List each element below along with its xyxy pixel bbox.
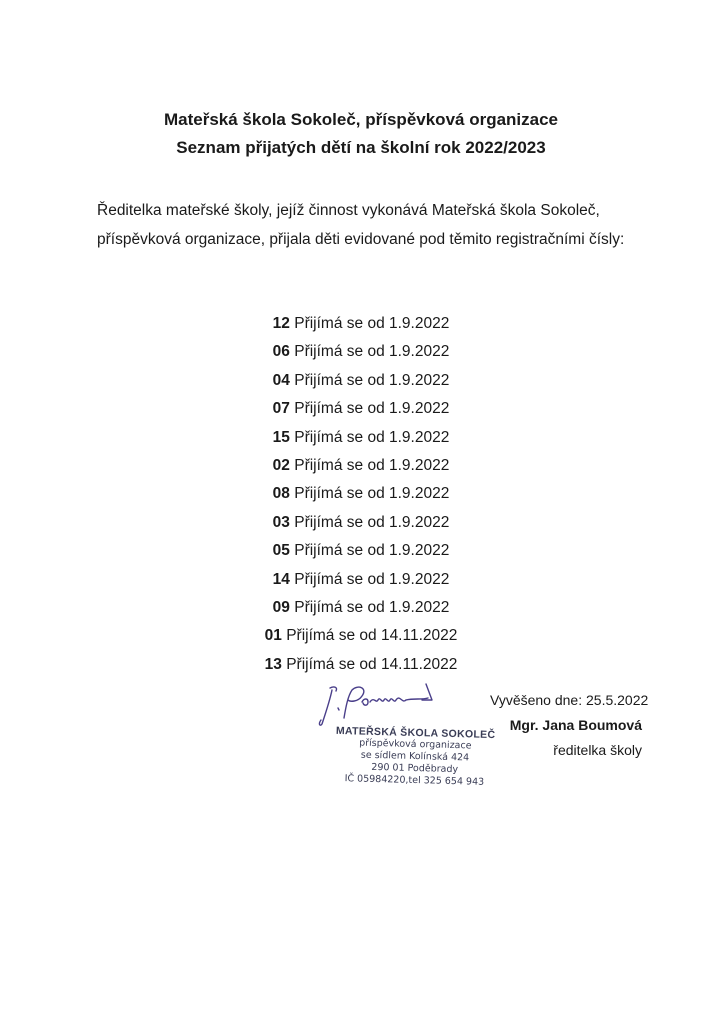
list-item <box>0 537 722 565</box>
title-line-list: Seznam přijatých dětí na školní rok 2022/2023 <box>176 138 546 157</box>
registration-number: 13 <box>264 655 282 673</box>
registration-number: 04 <box>272 371 290 389</box>
posted-date: Vyvěšeno dne: 25.5.2022 <box>490 692 649 708</box>
admission-text: Přijímá se od 1.9.2022 <box>294 542 450 560</box>
signer-name: Mgr. Jana Boumová <box>509 717 642 733</box>
list-item <box>0 566 722 594</box>
list-item <box>0 651 722 679</box>
registration-number: 02 <box>272 457 290 475</box>
admission-text: Přijímá se od 1.9.2022 <box>294 513 450 531</box>
admission-text: Přijímá se od 1.9.2022 <box>294 485 450 503</box>
registration-number: 15 <box>272 428 290 446</box>
list-item <box>0 395 722 423</box>
admission-text: Přijímá se od 1.9.2022 <box>294 343 450 361</box>
document-title <box>0 106 722 162</box>
list-item <box>0 310 722 338</box>
admission-text: Přijímá se od 1.9.2022 <box>294 315 450 332</box>
list-item <box>0 367 722 395</box>
school-stamp <box>329 725 501 789</box>
list-item <box>0 509 722 537</box>
admission-text: Přijímá se od 14.11.2022 <box>286 627 458 645</box>
registration-number: 07 <box>272 400 290 418</box>
admission-text: Přijímá se od 1.9.2022 <box>294 457 450 475</box>
admission-text: Přijímá se od 1.9.2022 <box>294 428 450 446</box>
registration-number: 05 <box>272 542 290 560</box>
registration-number: 12 <box>272 315 290 332</box>
admission-text: Přijímá se od 14.11.2022 <box>286 655 458 673</box>
list-item <box>0 424 722 452</box>
admission-text: Přijímá se od 1.9.2022 <box>294 599 450 617</box>
list-item <box>0 480 722 508</box>
intro-paragraph: Ředitelka mateřské školy, jejíž činnost vykonává Mateřská škola Sokoleč, příspěvková organizace, přijala děti evidované pod těmito registračními čísly: <box>97 202 625 248</box>
registration-number: 03 <box>272 513 290 531</box>
admission-text: Přijímá se od 1.9.2022 <box>294 570 450 588</box>
title-line-school: Mateřská škola Sokoleč, příspěvková organizace <box>163 110 559 129</box>
admissions-list <box>0 310 722 679</box>
signer-role: ředitelka školy <box>553 742 642 758</box>
admission-text: Přijímá se od 1.9.2022 <box>294 400 450 418</box>
list-item <box>0 594 722 622</box>
handwritten-signature <box>318 680 448 728</box>
stamp-address: se sídlem Kolínská 424 <box>360 749 470 764</box>
registration-number: 09 <box>272 599 290 617</box>
list-item <box>0 338 722 366</box>
registration-number: 06 <box>272 343 290 361</box>
admission-text: Přijímá se od 1.9.2022 <box>294 371 450 389</box>
stamp-school-name: MATEŘSKÁ ŠKOLA SOKOLEČ <box>335 724 496 742</box>
registration-number: 08 <box>272 485 290 503</box>
stamp-contact: IČ 05984220,tel 325 654 943 <box>344 773 485 788</box>
registration-number: 01 <box>264 627 282 645</box>
stamp-organization-type: příspěvková organizace <box>358 737 472 752</box>
list-item <box>0 622 722 650</box>
registration-number: 14 <box>272 570 290 588</box>
stamp-city: 290 01 Poděbrady <box>371 761 459 776</box>
list-item <box>0 452 722 480</box>
